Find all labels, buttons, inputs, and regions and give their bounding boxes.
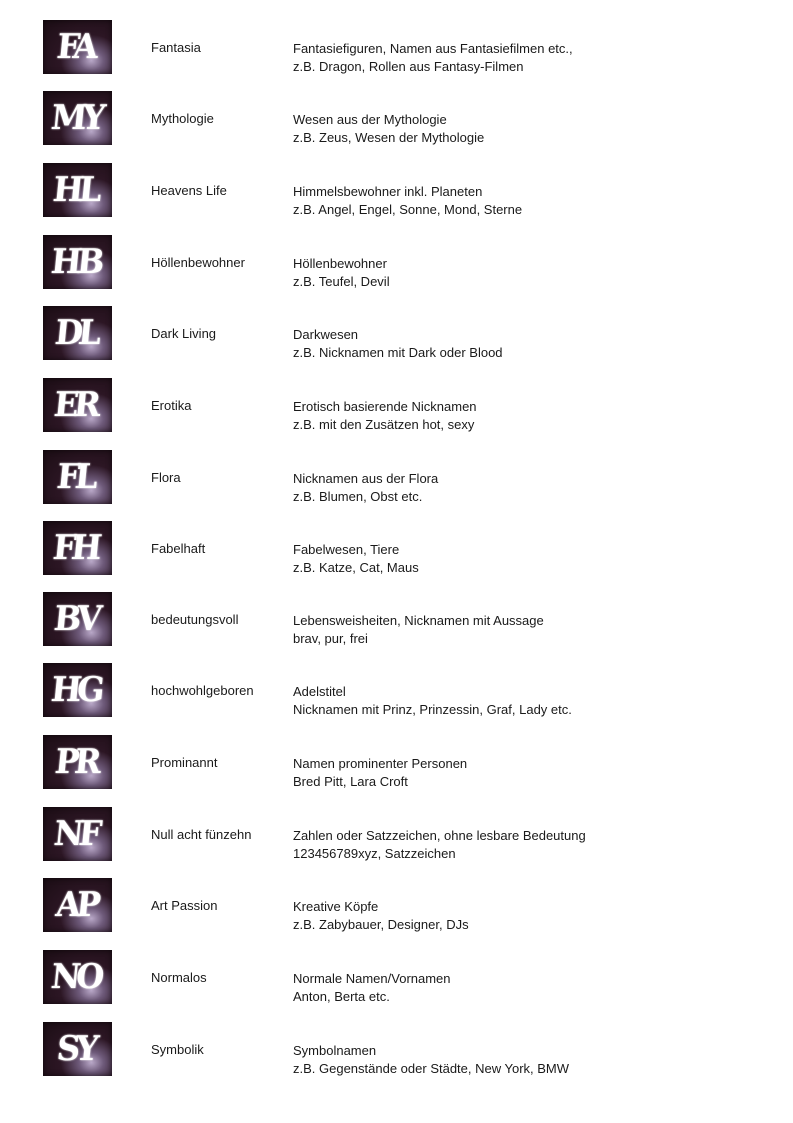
description-line-2: Nicknamen mit Prinz, Prinzessin, Graf, Lady etc. — [293, 702, 572, 717]
category-row — [0, 20, 793, 76]
category-row — [0, 450, 793, 506]
description-line-1: Darkwesen — [293, 327, 359, 342]
badge-code: HL — [51, 170, 100, 210]
category-description — [293, 755, 467, 791]
category-description — [293, 255, 390, 291]
description-line-2: z.B. Katze, Cat, Maus — [293, 560, 419, 575]
badge-code: FH — [51, 528, 100, 568]
badge-code: AP — [53, 885, 98, 925]
description-line-1: Adelstitel — [293, 684, 346, 699]
description-line-2: z.B. Zabybauer, Designer, DJs — [293, 917, 469, 932]
category-badge — [43, 1022, 112, 1076]
category-row — [0, 735, 793, 791]
category-description — [293, 541, 419, 577]
category-row — [0, 663, 793, 719]
description-line-2: z.B. Gegenstände oder Städte, New York, BMW — [293, 1061, 570, 1076]
description-line-2: Bred Pitt, Lara Croft — [293, 774, 408, 789]
category-description — [293, 898, 469, 934]
description-line-1: Normale Namen/Vornamen — [293, 971, 451, 986]
category-row — [0, 163, 793, 219]
badge-code: DL — [52, 313, 99, 353]
badge-code: PR — [52, 742, 99, 782]
category-badge — [43, 91, 112, 145]
category-badge — [43, 378, 112, 432]
category-name: Fantasia — [151, 40, 201, 55]
description-line-1: Himmelsbewohner inkl. Planeten — [293, 184, 483, 199]
description-line-2: z.B. Nicknamen mit Dark oder Blood — [293, 345, 503, 360]
badge-code: MY — [48, 98, 103, 138]
badge-code: FL — [55, 457, 96, 497]
description-line-1: Wesen aus der Mythologie — [293, 112, 447, 127]
description-line-2: brav, pur, frei — [293, 631, 368, 646]
category-name: Symbolik — [151, 1042, 204, 1057]
category-row — [0, 378, 793, 434]
category-name: bedeutungsvoll — [151, 612, 239, 627]
badge-code: SY — [55, 1029, 96, 1069]
category-description — [293, 612, 544, 648]
description-line-2: z.B. Dragon, Rollen aus Fantasy-Filmen — [293, 59, 524, 74]
description-line-2: z.B. Blumen, Obst etc. — [293, 489, 423, 504]
description-line-1: Namen prominenter Personen — [293, 756, 468, 771]
description-line-1: Fabelwesen, Tiere — [293, 542, 400, 557]
category-row — [0, 235, 793, 291]
badge-code: HG — [49, 670, 102, 710]
badge-code: NO — [49, 957, 102, 997]
description-line-2: z.B. Teufel, Devil — [293, 274, 390, 289]
description-line-1: Lebensweisheiten, Nicknamen mit Aussage — [293, 613, 544, 628]
category-name: Höllenbewohner — [151, 255, 245, 270]
category-description — [293, 40, 573, 76]
category-name: Dark Living — [151, 326, 217, 341]
category-description — [293, 683, 572, 719]
category-description — [293, 183, 522, 219]
description-line-1: Fantasiefiguren, Namen aus Fantasiefilmen etc., — [293, 41, 573, 56]
badge-code: BV — [52, 599, 99, 639]
category-name: Art Passion — [151, 898, 218, 913]
category-name: Erotika — [151, 398, 192, 413]
category-badge — [43, 306, 112, 360]
badge-code: ER — [52, 385, 99, 425]
description-line-2: Anton, Berta etc. — [293, 989, 390, 1004]
category-name: Prominannt — [151, 755, 218, 770]
category-badge — [43, 735, 112, 789]
category-row — [0, 878, 793, 934]
category-row — [0, 592, 793, 648]
category-name: Fabelhaft — [151, 541, 206, 556]
category-badge — [43, 163, 112, 217]
category-description — [293, 470, 438, 506]
description-line-1: Kreative Köpfe — [293, 899, 379, 914]
category-name: hochwohlgeboren — [151, 683, 254, 698]
category-row — [0, 1022, 793, 1078]
category-description — [293, 970, 451, 1006]
category-badge — [43, 450, 112, 504]
category-row — [0, 950, 793, 1006]
description-line-1: Erotisch basierende Nicknamen — [293, 399, 477, 414]
category-badge — [43, 592, 112, 646]
category-badge — [43, 878, 112, 932]
category-badge — [43, 521, 112, 575]
category-description — [293, 111, 484, 147]
category-badge — [43, 235, 112, 289]
badge-code: NF — [52, 814, 99, 854]
category-description — [293, 326, 503, 362]
description-line-2: z.B. mit den Zusätzen hot, sexy — [293, 417, 475, 432]
description-line-2: z.B. Angel, Engel, Sonne, Mond, Sterne — [293, 202, 523, 217]
category-row — [0, 807, 793, 863]
category-description — [293, 827, 586, 863]
category-name: Normalos — [151, 970, 207, 985]
category-badge — [43, 663, 112, 717]
category-description — [293, 398, 477, 434]
description-line-1: Höllenbewohner — [293, 256, 387, 271]
category-row — [0, 91, 793, 147]
category-badge — [43, 807, 112, 861]
category-row — [0, 306, 793, 362]
category-name: Null acht fünzehn — [151, 827, 252, 842]
category-row — [0, 521, 793, 577]
description-line-1: Symbolnamen — [293, 1043, 377, 1058]
category-description — [293, 1042, 569, 1078]
category-badge — [43, 950, 112, 1004]
category-name: Mythologie — [151, 111, 214, 126]
description-line-1: Nicknamen aus der Flora — [293, 471, 439, 486]
description-line-1: Zahlen oder Satzzeichen, ohne lesbare Bedeutung — [293, 828, 586, 843]
category-name: Heavens Life — [151, 183, 227, 198]
badge-code: HB — [49, 242, 102, 282]
category-badge — [43, 20, 112, 74]
description-line-2: z.B. Zeus, Wesen der Mythologie — [293, 130, 485, 145]
description-line-2: 123456789xyz, Satzzeichen — [293, 846, 456, 861]
category-name: Flora — [151, 470, 181, 485]
badge-code: FA — [55, 27, 96, 67]
